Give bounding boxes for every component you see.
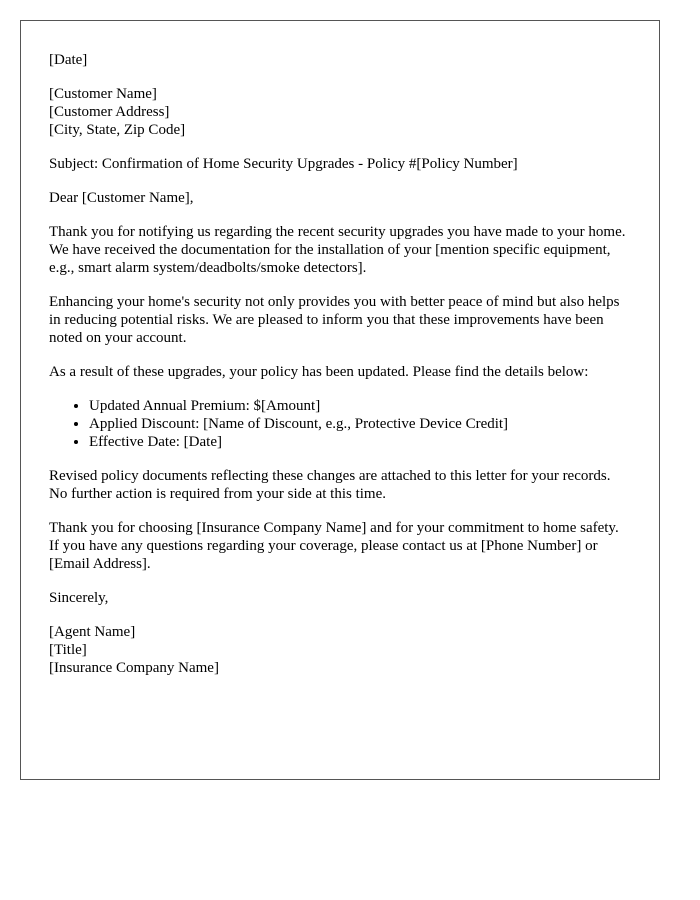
subject-line: Subject: Confirmation of Home Security Upgrades - Policy #[Policy Number]	[49, 156, 518, 172]
body-paragraph-security: Enhancing your home's security not only provides you with better peace of mind but also helps in reducing potential risks. We are pleased to inform you that these improvements have been noted on your account.	[49, 294, 620, 346]
detail-premium: • Updated Annual Premium: $[Amount]	[89, 397, 631, 415]
agent-title: [Title]	[49, 642, 87, 658]
salutation: Dear [Customer Name],	[49, 190, 194, 206]
body-paragraph-policy-update: As a result of these upgrades, your policy has been updated. Please find the details below:	[49, 364, 589, 380]
letter-page	[20, 20, 660, 780]
sign-off: Sincerely,	[49, 590, 109, 606]
body-paragraph-contact: Thank you for choosing [Insurance Company Name] and for your commitment to home safety. If you have any questions regarding your coverage, please contact us at [Phone Number] or [Email Address].	[49, 520, 619, 572]
signature-block	[49, 623, 631, 677]
detail-effective-date: • Effective Date: [Date]	[89, 433, 631, 451]
recipient-address: [Customer Address]	[49, 104, 170, 120]
date-text: [Date]	[49, 52, 88, 68]
body-paragraph-notification: Thank you for notifying us regarding the recent security upgrades you have made to your home. We have received the documentation for the installation of your [mention specific equipment, e.g., smart alarm system/deadbolts/smoke detectors].	[49, 224, 626, 276]
company-name: [Insurance Company Name]	[49, 660, 219, 676]
detail-discount: • Applied Discount: [Name of Discount, e.g., Protective Device Credit]	[89, 415, 631, 433]
policy-details-list	[49, 397, 631, 451]
agent-name: [Agent Name]	[49, 624, 136, 640]
body-paragraph-documents: Revised policy documents reflecting these changes are attached to this letter for your records. No further action is required from your side at this time.	[49, 468, 611, 502]
recipient-address-block	[49, 85, 631, 139]
letter-date	[49, 51, 631, 69]
recipient-name: [Customer Name]	[49, 86, 157, 102]
recipient-city-state-zip: [City, State, Zip Code]	[49, 122, 186, 138]
